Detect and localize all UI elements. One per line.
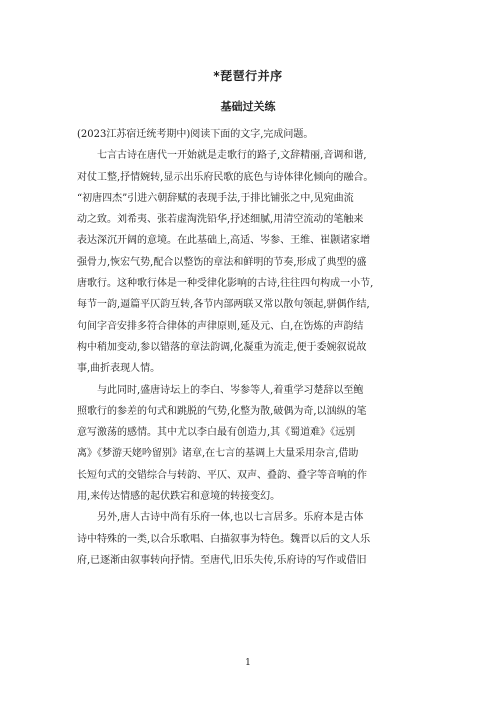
text-line: 与此同时,盛唐诗坛上的李白、岑参等人,着重学习楚辞以至鲍 <box>77 384 364 396</box>
text-line: 强骨力,恢宏气势,配合以整饬的章法和鲜明的节奏,形成了典型的盛 <box>77 256 367 268</box>
text-line: 府,已逐渐由叙事转向抒情。至唐代,旧乐失传,乐府诗的写作或借旧 <box>77 554 367 566</box>
text-line: 对仗工整,抒情婉转,显示出乐府民歌的底色与诗体律化倾向的融合。 <box>77 171 374 183</box>
document-title: *琵琶行并序 <box>213 69 283 83</box>
text-line: 句间字音安排多符合律体的声律原则,延及元、白,在饬炼的声韵结 <box>77 320 364 332</box>
text-line: 照歌行的参差的句式和跳脱的气势,化整为散,破偶为奇,以汹纵的笔 <box>77 405 367 417</box>
text-line: “初唐四杰”引进六朝辞赋的表现手法,于排比铺张之中,见宛曲流 <box>77 192 354 204</box>
text-line: 动之致。刘希夷、张若虚淘洗铅华,抒述细腻,用清空流动的笔触来 <box>77 214 364 226</box>
text-line: 表达深沉开阔的意境。在此基础上,高适、岑参、王维、崔颢诸家增 <box>77 235 371 247</box>
text-line: 七言古诗在唐代一开始就是走歌行的路子,文辞精丽,音调和谐, <box>77 150 367 162</box>
text-line: 诗中特殊的一类,以合乐歌唱、白描叙事为特色。魏晋以后的文人乐 <box>77 533 371 545</box>
text-line: 意写激荡的感情。其中尤以李白最有创造力,其《蜀道难》《远别 <box>77 427 356 439</box>
text-line: 另外,唐人古诗中尚有乐府一体,也以七言居多。乐府本是古体 <box>77 512 364 524</box>
passage-body <box>77 124 433 571</box>
text-line: 离》《梦游天姥吟留别》诸章,在七言的基调上大量采用杂言,借助 <box>77 448 359 460</box>
text-line: 事,曲折表现人情。 <box>77 363 161 375</box>
section-heading: 基础过关练 <box>220 100 276 113</box>
text-line: 用,来传达情感的起伏跌宕和意境的转接变幻。 <box>77 491 281 503</box>
page-number: 1 <box>245 658 251 668</box>
text-line: 唐歌行。这种歌行体是一种受律化影响的古诗,往往四句构成一小节, <box>77 278 374 290</box>
text-line: (2023江苏宿迁统考期中)阅读下面的文字,完成问题。 <box>77 129 314 140</box>
text-line: 构中稍加变动,参以错落的章法韵调,化凝重为流走,便于委婉叙说故 <box>77 341 367 353</box>
text-line: 每节一韵,逼篇平仄韵互转,各节内部两联又常以散句领起,骈偶作结, <box>77 299 370 311</box>
text-line: 长短句式的交错综合与转韵、平仄、双声、叠韵、叠字等音响的作 <box>77 469 367 481</box>
